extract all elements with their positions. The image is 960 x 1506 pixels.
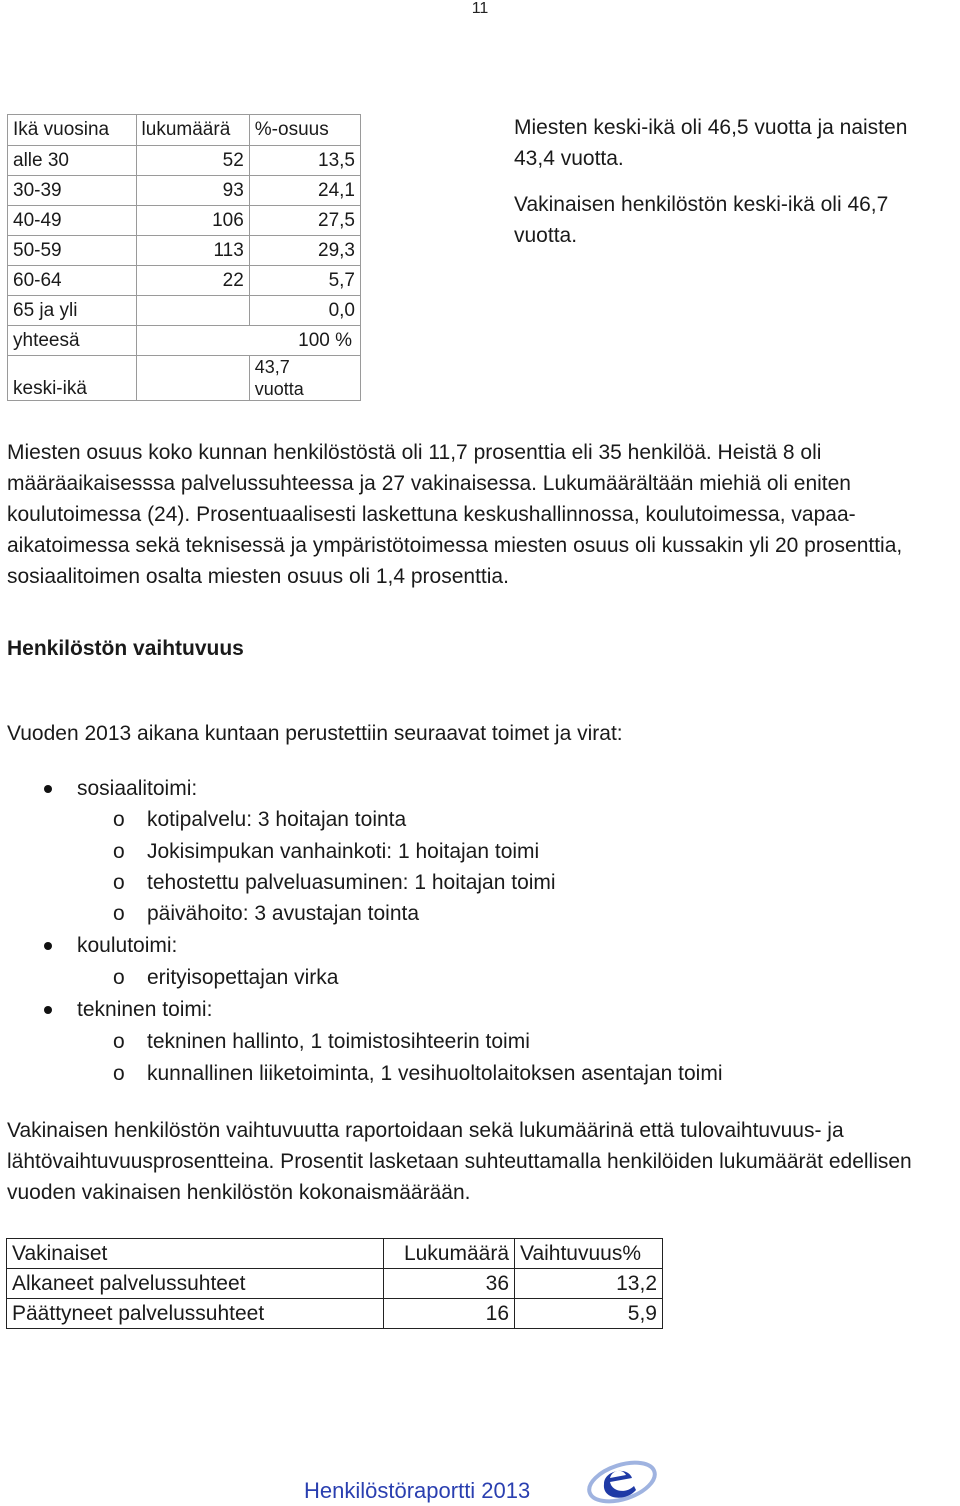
circle-bullet-icon: o: [113, 1030, 125, 1053]
turnover-table: [6, 1238, 663, 1329]
table-header-row: [8, 115, 361, 146]
percent-cell: 5,7: [249, 266, 360, 296]
header-cell: Vakinaiset: [7, 1239, 384, 1269]
page-number: 11: [471, 0, 489, 17]
age-group-cell: 65 ja yli: [8, 296, 137, 326]
table-row: [8, 176, 361, 206]
age-group-cell: 30-39: [8, 176, 137, 206]
age-group-cell: alle 30: [8, 146, 137, 176]
average-age-label: keski-ikä: [8, 356, 137, 401]
table-row: [8, 146, 361, 176]
age-group-cell: 60-64: [8, 266, 137, 296]
sub-list-item: [113, 836, 540, 867]
age-distribution-table: [7, 114, 361, 401]
total-row: [8, 326, 361, 356]
circle-bullet-icon: o: [113, 840, 125, 863]
header-cell: lukumäärä: [136, 115, 249, 146]
bullet-icon: [44, 1006, 52, 1014]
header-cell: Ikä vuosina: [8, 115, 137, 146]
position-text: kunnallinen liiketoiminta, 1 vesihuoltolaitoksen asentajan toimi: [147, 1062, 723, 1085]
department-label: sosiaalitoimi:: [77, 777, 198, 800]
percent-cell: 13,2: [515, 1269, 663, 1299]
bullet-icon: [44, 942, 52, 950]
count-cell: 113: [136, 236, 249, 266]
list-item: [77, 994, 212, 1025]
row-label: Päättyneet palvelussuhteet: [7, 1299, 384, 1329]
age-summary-text: [514, 112, 934, 266]
men-share-paragraph: Miesten osuus koko kunnan henkilöstöstä oli 11,7 prosenttia eli 35 henkilöä. Heistä 8 oli määräaikaisesssa palvelussuhteessa ja 27 vakinaisessa. Lukumäärältään miehiä oli eniten koulutoimessa (24). Prosentuaalisesti laskettuna keskushallinnossa, koulutoimessa, vapaa-aikatoimessa sekä teknisessä ja ympäristötoimessa miesten osuus oli kussakin yli 20 prosenttia, sosiaalitoimen osalta miesten osuus oli 1,4 prosenttia.: [7, 441, 903, 588]
table-header-row: [7, 1239, 663, 1269]
percent-cell: 29,3: [249, 236, 360, 266]
table-row: [7, 1269, 663, 1299]
footer-title: Henkilöstöraportti 2013: [304, 1478, 531, 1503]
sub-list-item: [113, 804, 407, 835]
position-text: tekninen hallinto, 1 toimistosihteerin toimi: [147, 1030, 530, 1053]
circle-bullet-icon: o: [113, 902, 125, 925]
sub-list-item: [113, 1058, 723, 1089]
count-cell: 106: [136, 206, 249, 236]
position-text: tehostettu palveluasuminen: 1 hoitajan toimi: [147, 871, 556, 894]
empty-cell: [136, 356, 249, 401]
count-cell: [136, 296, 249, 326]
percent-cell: 0,0: [249, 296, 360, 326]
table-row: [7, 1299, 663, 1329]
section-heading: Henkilöstön vaihtuvuus: [7, 637, 244, 660]
bullet-icon: [44, 785, 52, 793]
total-value: 100 %: [136, 326, 360, 356]
count-cell: 36: [384, 1269, 515, 1299]
department-label: koulutoimi:: [77, 934, 178, 957]
list-item: [77, 773, 197, 804]
gender-average-age: Miesten keski-ikä oli 46,5 vuotta ja naisten 43,4 vuotta.: [514, 116, 908, 170]
percent-cell: 5,9: [515, 1299, 663, 1329]
row-label: Alkaneet palvelussuhteet: [7, 1269, 384, 1299]
table-row: [8, 236, 361, 266]
average-age-unit: vuotta: [254, 379, 304, 399]
total-label: yhteesä: [8, 326, 137, 356]
circle-bullet-icon: o: [113, 966, 125, 989]
percent-cell: 27,5: [249, 206, 360, 236]
circle-bullet-icon: o: [113, 808, 125, 831]
header-cell: Lukumäärä: [384, 1239, 515, 1269]
percent-cell: 24,1: [249, 176, 360, 206]
header-cell: %-osuus: [249, 115, 360, 146]
percent-cell: 13,5: [249, 146, 360, 176]
circle-bullet-icon: o: [113, 1062, 125, 1085]
count-cell: 52: [136, 146, 249, 176]
table-row: [8, 266, 361, 296]
average-age-number: 43,7: [254, 357, 290, 377]
position-text: erityisopettajan virka: [147, 966, 339, 989]
age-group-cell: 40-49: [8, 206, 137, 236]
count-cell: 22: [136, 266, 249, 296]
sub-list-item: [113, 898, 420, 929]
e-logo-icon: [582, 1456, 660, 1504]
position-text: Jokisimpukan vanhainkoti: 1 hoitajan toimi: [147, 840, 540, 863]
permanent-average-age: Vakinaisen henkilöstön keski-ikä oli 46,7 vuotta.: [514, 193, 889, 247]
sub-list-item: [113, 867, 556, 898]
position-text: kotipalvelu: 3 hoitajan tointa: [147, 808, 407, 831]
table-row: [8, 206, 361, 236]
sub-list-item: [113, 1026, 530, 1057]
sub-list-item: [113, 962, 339, 993]
table-row: [8, 296, 361, 326]
department-label: tekninen toimi:: [77, 998, 213, 1021]
count-cell: 93: [136, 176, 249, 206]
circle-bullet-icon: o: [113, 871, 125, 894]
average-age-row: [8, 356, 361, 401]
header-cell: Vaihtuvuus%: [515, 1239, 663, 1269]
position-text: päivähoito: 3 avustajan tointa: [147, 902, 420, 925]
average-age-value: [249, 356, 360, 401]
list-item: [77, 930, 177, 961]
count-cell: 16: [384, 1299, 515, 1329]
age-group-cell: 50-59: [8, 236, 137, 266]
intro-paragraph: Vuoden 2013 aikana kuntaan perustettiin seuraavat toimet ja virat:: [7, 722, 623, 745]
turnover-paragraph: Vakinaisen henkilöstön vaihtuvuutta raportoidaan sekä lukumäärinä että tulovaihtuvuus- ja lähtövaihtuvuusprosentteina. Prosentit lasketaan suhteuttamalla henkilöiden lukumäärät edellisen vuoden vakinaisen henkilöstön kokonaismäärään.: [7, 1119, 912, 1204]
